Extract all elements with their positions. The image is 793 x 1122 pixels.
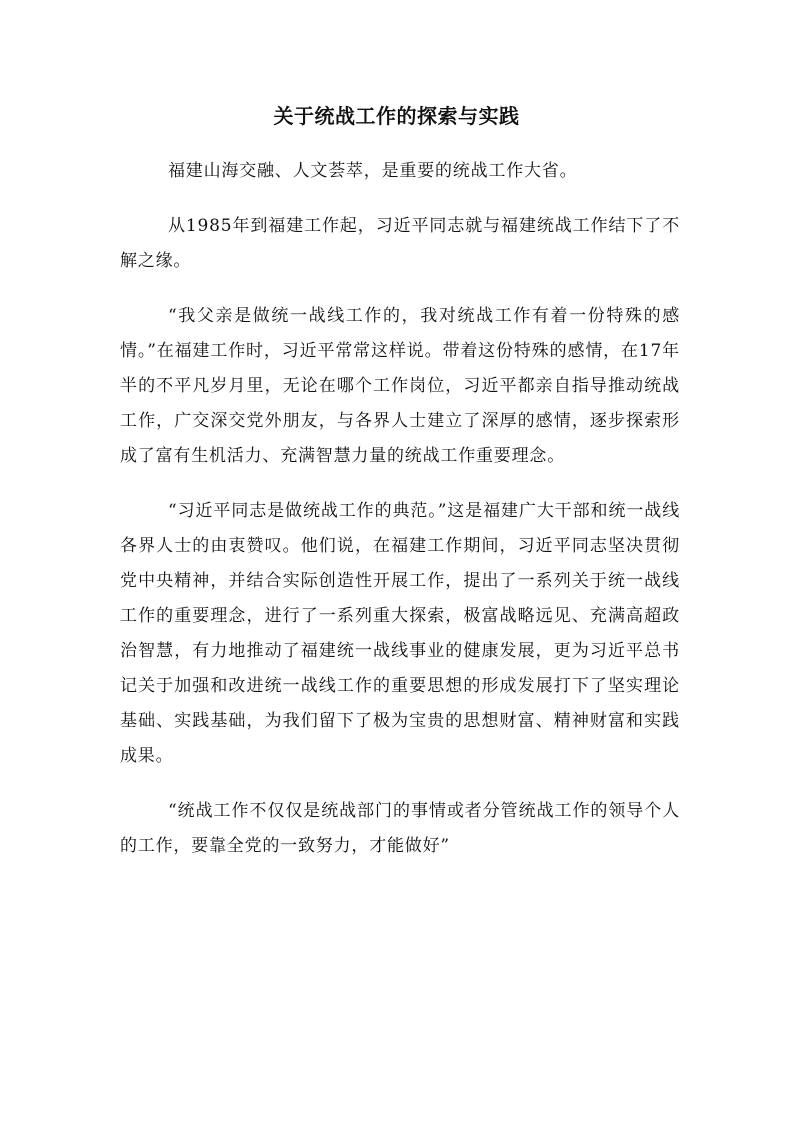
paragraph-4: “习近平同志是做统战工作的典范。”这是福建广大干部和统一战线各界人士的由衷赞叹。他们说，在福建工作期间，习近平同志坚决贯彻党中央精神，并结合实际创造性开展工作，提出了一系列关于统一战线工作的重要理念，进行了一系列重大探索，极富战略远见、充满高超政治智慧，有力地推动了福建统一战线事业的健康发展，更为习近平总书记关于加强和改进统一战线工作的重要思想的形成发展打下了坚实理论基础、实践基础，为我们留下了极为宝贵的思想财富、精神财富和实践成果。	[120, 501, 680, 766]
document-body	[120, 154, 680, 884]
page-title: 关于统战工作的探索与实践	[273, 104, 520, 128]
paragraph-1: 福建山海交融、人文荟萃，是重要的统战工作大省。	[168, 161, 578, 181]
paragraph-5: “统战工作不仅仅是统战部门的事情或者分管统战工作的领导个人的工作，要靠全党的一致努力，才能做好”	[120, 801, 680, 856]
paragraph-2: 从1985年到福建工作起，习近平同志就与福建统战工作结下了不解之缘。	[120, 216, 680, 271]
paragraph-3: “我父亲是做统一战线工作的，我对统战工作有着一份特殊的感情。”在福建工作时，习近平常常这样说。带着这份特殊的感情，在17年半的不平凡岁月里，无论在哪个工作岗位，习近平都亲自指导推动统战工作，广交深交党外朋友，与各界人士建立了深厚的感情，逐步探索形成了富有生机活力、充满智慧力量的统战工作重要理念。	[120, 306, 680, 466]
